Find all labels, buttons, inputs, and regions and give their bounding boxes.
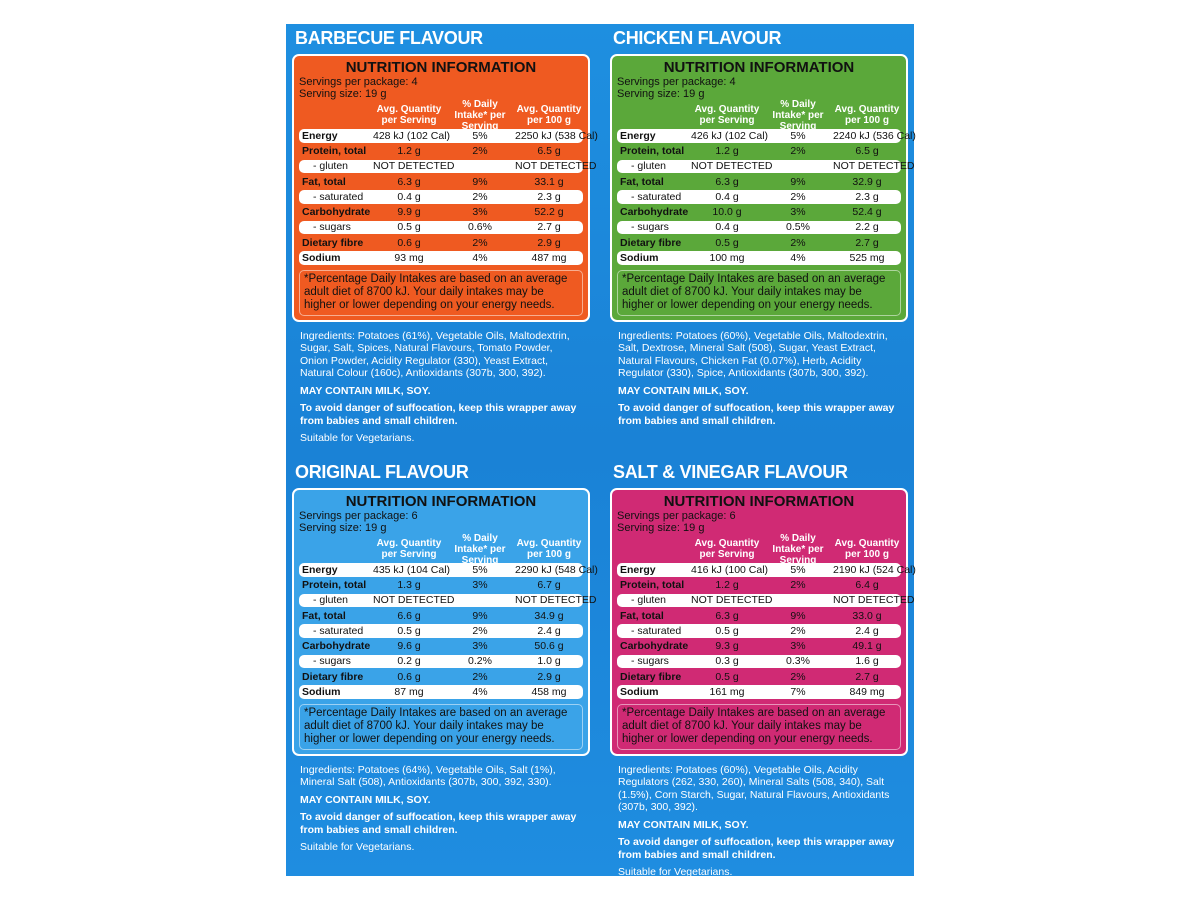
servings-per-package: Servings per package: 6 (617, 510, 736, 522)
value-per-100g: 2.4 g (537, 624, 561, 637)
value-daily-intake: 2% (472, 624, 488, 637)
value-per-100g: NOT DETECTED (515, 594, 597, 607)
nutrition-row (617, 594, 915, 608)
value-per-100g: 2.7 g (537, 221, 561, 234)
value-per-100g: 2.7 g (855, 236, 879, 249)
nutrient-label: - sugars (313, 655, 351, 668)
serving-size: Serving size: 19 g (299, 88, 387, 100)
value-per-100g: 2190 kJ (524 Cal) (833, 563, 916, 576)
value-per-serving: 9.9 g (397, 206, 421, 219)
flavour-section-salt-vinegar (610, 460, 916, 884)
column-headers (299, 532, 583, 566)
value-daily-intake: 2% (472, 670, 488, 683)
nutrient-label: Fat, total (302, 175, 346, 188)
nutrient-label: Energy (620, 563, 656, 576)
nutrition-panel (610, 488, 916, 756)
nutrition-row (299, 609, 583, 623)
value-per-100g: 525 mg (849, 252, 885, 265)
value-per-100g: 6.7 g (537, 579, 561, 592)
nutrient-label: Carbohydrate (302, 206, 371, 219)
nutrition-row (617, 236, 901, 250)
serving-size: Serving size: 19 g (617, 522, 705, 534)
value-daily-intake: 0.2% (468, 655, 492, 668)
value-per-serving: 0.4 g (715, 190, 739, 203)
nutrition-row (299, 175, 583, 189)
col-avg-100g: Avg. Quantity per 100 g (834, 104, 900, 126)
nutrition-row (617, 563, 916, 577)
value-daily-intake: 0.3% (786, 655, 810, 668)
col-avg-100g: Avg. Quantity per 100 g (516, 104, 582, 126)
value-per-100g: 33.1 g (534, 175, 564, 188)
daily-intake-footnote: *Percentage Daily Intakes are based on an average adult diet of 8700 kJ. Your daily intakes may be higher or lower depending on your energy needs. (299, 270, 583, 316)
nutrition-row (299, 563, 598, 577)
value-daily-intake: 2% (790, 624, 806, 637)
nutrient-label: - gluten (631, 594, 667, 607)
flavour-section-chicken (610, 26, 916, 432)
ingredients-text: Ingredients: Potatoes (60%), Vegetable Oils, Maltodextrin, Salt, Dextrose, Mineral Salt (508), Sugar, Yeast Extract, Natural Flavours, Chicken Fat (0.07%), Herb, Acidity Regulator (330), Spice, Antioxidants (307b, 300, 392). (618, 329, 888, 380)
ingredients-block (618, 764, 900, 879)
value-per-100g: NOT DETECTED (833, 594, 915, 607)
suffocation-warning: To avoid danger of suffocation, keep this wrapper away from babies and small children. (618, 402, 895, 427)
ingredients-block (300, 330, 582, 445)
value-per-serving: 9.3 g (715, 640, 739, 653)
nutrition-heading: NUTRITION INFORMATION (345, 493, 537, 510)
vegetarian-note: Suitable for Vegetarians. (300, 432, 415, 445)
value-per-100g: 6.5 g (855, 145, 879, 158)
value-daily-intake: 4% (472, 686, 488, 699)
value-per-serving: 0.5 g (397, 221, 421, 234)
nutrient-label: Sodium (302, 686, 341, 699)
nutrition-row (299, 578, 583, 592)
nutrient-label: - gluten (313, 160, 349, 173)
value-per-100g: 487 mg (531, 252, 567, 265)
value-per-serving: 0.4 g (397, 190, 421, 203)
value-per-serving: 0.3 g (715, 655, 739, 668)
col-daily-intake: % Daily Intake* per Serving (772, 98, 824, 132)
value-per-100g: 2240 kJ (536 Cal) (833, 129, 916, 142)
value-per-serving: 1.3 g (397, 579, 421, 592)
nutrition-row (617, 639, 901, 653)
value-daily-intake: 4% (790, 252, 806, 265)
nutrition-rows (617, 563, 916, 699)
col-daily-intake: % Daily Intake* per Serving (454, 98, 506, 132)
flavour-title: CHICKEN FLAVOUR (613, 28, 782, 48)
value-per-100g: 1.0 g (537, 655, 561, 668)
value-daily-intake: 2% (790, 190, 806, 203)
nutrition-panel (610, 54, 916, 322)
suffocation-warning: To avoid danger of suffocation, keep this wrapper away from babies and small children. (618, 836, 895, 861)
nutrition-row (299, 670, 583, 684)
nutrition-row (617, 221, 901, 235)
nutrient-label: Protein, total (620, 579, 685, 592)
nutrition-row (617, 609, 901, 623)
value-daily-intake: 5% (790, 129, 806, 142)
nutrition-row (299, 655, 583, 669)
nutrient-label: Sodium (620, 252, 659, 265)
nutrition-row (617, 624, 901, 638)
nutrition-row (299, 205, 583, 219)
nutrient-label: Energy (302, 563, 338, 576)
serving-size: Serving size: 19 g (299, 522, 387, 534)
nutrition-row (617, 655, 901, 669)
value-per-serving: NOT DETECTED (691, 160, 773, 173)
value-daily-intake: 2% (790, 670, 806, 683)
value-daily-intake: 7% (790, 686, 806, 699)
value-per-100g: 52.4 g (852, 206, 882, 219)
nutrient-label: - sugars (631, 221, 669, 234)
value-daily-intake: 0.6% (468, 221, 492, 234)
nutrient-label: Protein, total (302, 579, 367, 592)
value-daily-intake: 3% (472, 206, 488, 219)
value-daily-intake: 2% (472, 236, 488, 249)
value-per-serving: 1.2 g (715, 145, 739, 158)
value-per-100g: 6.4 g (855, 579, 879, 592)
value-per-serving: 0.4 g (715, 221, 739, 234)
value-per-100g: 49.1 g (852, 640, 882, 653)
nutrient-label: Energy (302, 129, 338, 142)
value-per-serving: 10.0 g (712, 206, 742, 219)
nutrition-row (617, 129, 916, 143)
col-avg-serving: Avg. Quantity per Serving (694, 104, 760, 126)
vegetarian-note: Suitable for Vegetarians. (300, 841, 415, 854)
value-per-serving: 161 mg (709, 686, 745, 699)
value-per-serving: NOT DETECTED (373, 594, 455, 607)
nutrition-row (299, 685, 583, 699)
value-daily-intake: 5% (472, 563, 488, 576)
nutrient-label: Carbohydrate (620, 206, 689, 219)
nutrition-row (617, 685, 901, 699)
servings-per-package: Servings per package: 4 (299, 76, 418, 88)
nutrient-label: Energy (620, 129, 656, 142)
nutrient-label: - sugars (631, 655, 669, 668)
ingredients-text: Ingredients: Potatoes (61%), Vegetable Oils, Maltodextrin, Sugar, Salt, Spices, Natural Flavours, Tomato Powder, Onion Powder, Acidity Regulator (330), Yeast Extract, Natural Colour (160c), Antioxidants (307b, 300, 392). (300, 329, 570, 380)
value-per-serving: 0.5 g (715, 236, 739, 249)
nutrient-label: Fat, total (302, 609, 346, 622)
nutrient-label: Dietary fibre (302, 670, 364, 683)
value-per-serving: 435 kJ (104 Cal) (373, 563, 451, 576)
nutrient-label: Dietary fibre (620, 670, 682, 683)
value-per-100g: 2.3 g (537, 190, 561, 203)
value-per-100g: NOT DETECTED (515, 160, 597, 173)
value-per-serving: 0.6 g (397, 670, 421, 683)
nutrient-label: Fat, total (620, 609, 664, 622)
daily-intake-footnote: *Percentage Daily Intakes are based on an average adult diet of 8700 kJ. Your daily intakes may be higher or lower depending on your energy needs. (299, 704, 583, 750)
value-daily-intake: 5% (472, 129, 488, 142)
suffocation-warning: To avoid danger of suffocation, keep this wrapper away from babies and small children. (300, 402, 577, 427)
value-daily-intake: 0.5% (786, 221, 810, 234)
ingredients-text: Ingredients: Potatoes (64%), Vegetable Oils, Salt (1%), Mineral Salt (508), Antioxidants (307b, 300, 392, 330). (300, 763, 556, 789)
nutrition-row (299, 160, 597, 174)
allergen-warning: MAY CONTAIN MILK, SOY. (300, 793, 431, 806)
col-daily-intake: % Daily Intake* per Serving (772, 532, 824, 566)
value-per-serving: 6.3 g (715, 175, 739, 188)
value-per-100g: 2.7 g (855, 670, 879, 683)
value-daily-intake: 9% (790, 175, 806, 188)
allergen-warning: MAY CONTAIN MILK, SOY. (618, 384, 749, 397)
nutrition-row (299, 129, 598, 143)
column-headers (299, 98, 583, 132)
nutrition-heading: NUTRITION INFORMATION (663, 59, 855, 76)
column-headers (617, 532, 901, 566)
value-daily-intake: 9% (472, 175, 488, 188)
vegetarian-note: Suitable for Vegetarians. (618, 866, 733, 879)
value-per-100g: 2.3 g (855, 190, 879, 203)
value-daily-intake: 3% (790, 640, 806, 653)
value-per-serving: 1.2 g (715, 579, 739, 592)
flavour-section-barbecue (292, 26, 598, 450)
nutrition-panel (292, 488, 598, 756)
flavour-title: SALT & VINEGAR FLAVOUR (613, 462, 848, 482)
ingredients-text: Ingredients: Potatoes (60%), Vegetable Oils, Acidity Regulators (262, 330, 260), Mineral Salts (508, 340), Salt (1.5%), Corn Starch, Sugar, Natural Flavours, Antioxidants (307b, 300, 392). (618, 763, 890, 814)
nutrient-label: - saturated (631, 624, 682, 637)
ingredients-block (300, 764, 582, 854)
value-per-serving: 6.6 g (397, 609, 421, 622)
nutrition-row (299, 221, 583, 235)
nutrition-row (617, 670, 901, 684)
value-per-100g: 50.6 g (534, 640, 564, 653)
nutrient-label: - saturated (631, 190, 682, 203)
nutrition-row (617, 578, 901, 592)
value-per-serving: 100 mg (709, 252, 745, 265)
nutrition-row (617, 175, 901, 189)
nutrition-row (299, 624, 583, 638)
nutrition-row (299, 251, 583, 265)
value-per-100g: 2250 kJ (538 Cal) (515, 129, 598, 142)
nutrition-rows (299, 129, 598, 265)
value-daily-intake: 5% (790, 563, 806, 576)
value-daily-intake: 3% (790, 206, 806, 219)
nutrient-label: Sodium (620, 686, 659, 699)
servings-per-package: Servings per package: 4 (617, 76, 736, 88)
nutrition-row (617, 160, 915, 174)
col-avg-100g: Avg. Quantity per 100 g (516, 538, 582, 560)
nutrient-label: - saturated (313, 190, 364, 203)
flavour-section-original (292, 460, 598, 859)
nutrient-label: Dietary fibre (302, 236, 364, 249)
nutrient-label: Protein, total (620, 145, 685, 158)
value-per-serving: 428 kJ (102 Cal) (373, 129, 451, 142)
col-avg-serving: Avg. Quantity per Serving (376, 538, 442, 560)
value-per-100g: 34.9 g (534, 609, 564, 622)
value-per-serving: 87 mg (394, 686, 424, 699)
value-per-serving: 0.5 g (397, 624, 421, 637)
value-daily-intake: 2% (790, 145, 806, 158)
packaging-panel (286, 24, 916, 879)
nutrient-label: Protein, total (302, 145, 367, 158)
value-per-serving: 426 kJ (102 Cal) (691, 129, 769, 142)
col-avg-100g: Avg. Quantity per 100 g (834, 538, 900, 560)
serving-size: Serving size: 19 g (617, 88, 705, 100)
nutrition-row (617, 144, 901, 158)
flavour-title: ORIGINAL FLAVOUR (295, 462, 469, 482)
nutrition-heading: NUTRITION INFORMATION (345, 59, 537, 76)
value-daily-intake: 9% (790, 609, 806, 622)
value-per-serving: 6.3 g (715, 609, 739, 622)
nutrient-label: - saturated (313, 624, 364, 637)
value-per-serving: 1.2 g (397, 145, 421, 158)
value-per-100g: 2.2 g (855, 221, 879, 234)
value-per-100g: 2290 kJ (548 Cal) (515, 563, 598, 576)
allergen-warning: MAY CONTAIN MILK, SOY. (618, 818, 749, 831)
nutrition-heading: NUTRITION INFORMATION (663, 493, 855, 510)
value-per-100g: 1.6 g (855, 655, 879, 668)
nutrition-row (299, 594, 597, 608)
nutrition-row (299, 144, 583, 158)
suffocation-warning: To avoid danger of suffocation, keep this wrapper away from babies and small children. (300, 811, 577, 836)
value-per-100g: 32.9 g (852, 175, 882, 188)
nutrient-label: Sodium (302, 252, 341, 265)
value-per-serving: 416 kJ (100 Cal) (691, 563, 769, 576)
nutrient-label: Carbohydrate (302, 640, 371, 653)
allergen-warning: MAY CONTAIN MILK, SOY. (300, 384, 431, 397)
value-daily-intake: 2% (472, 145, 488, 158)
nutrition-rows (299, 563, 598, 699)
col-avg-serving: Avg. Quantity per Serving (694, 538, 760, 560)
nutrient-label: Carbohydrate (620, 640, 689, 653)
column-headers (617, 98, 901, 132)
col-daily-intake: % Daily Intake* per Serving (454, 532, 506, 566)
value-per-100g: 6.5 g (537, 145, 561, 158)
value-per-serving: 0.5 g (715, 624, 739, 637)
nutrition-row (617, 190, 901, 204)
value-daily-intake: 4% (472, 252, 488, 265)
servings-per-package: Servings per package: 6 (299, 510, 418, 522)
nutrition-row (299, 639, 583, 653)
nutrition-row (617, 205, 901, 219)
nutrition-row (617, 251, 901, 265)
nutrient-label: Dietary fibre (620, 236, 682, 249)
value-per-serving: 0.6 g (397, 236, 421, 249)
nutrition-row (299, 236, 583, 250)
value-per-serving: 0.2 g (397, 655, 421, 668)
nutrient-label: - gluten (631, 160, 667, 173)
value-per-serving: 9.6 g (397, 640, 421, 653)
value-per-100g: 52.2 g (534, 206, 564, 219)
value-daily-intake: 3% (472, 640, 488, 653)
nutrient-label: Fat, total (620, 175, 664, 188)
value-per-100g: 849 mg (849, 686, 885, 699)
daily-intake-footnote: *Percentage Daily Intakes are based on an average adult diet of 8700 kJ. Your daily intakes may be higher or lower depending on your energy needs. (617, 270, 901, 316)
value-daily-intake: 2% (790, 236, 806, 249)
nutrition-row (299, 190, 583, 204)
value-per-100g: 458 mg (531, 686, 567, 699)
value-per-100g: 33.0 g (852, 609, 882, 622)
value-daily-intake: 2% (790, 579, 806, 592)
value-per-serving: 6.3 g (397, 175, 421, 188)
daily-intake-footnote: *Percentage Daily Intakes are based on an average adult diet of 8700 kJ. Your daily intakes may be higher or lower depending on your energy needs. (617, 704, 901, 750)
value-daily-intake: 2% (472, 190, 488, 203)
nutrient-label: - sugars (313, 221, 351, 234)
value-per-100g: 2.4 g (855, 624, 879, 637)
col-avg-serving: Avg. Quantity per Serving (376, 104, 442, 126)
value-per-serving: 93 mg (394, 252, 424, 265)
value-per-100g: 2.9 g (537, 670, 561, 683)
value-daily-intake: 3% (472, 579, 488, 592)
value-per-serving: NOT DETECTED (373, 160, 455, 173)
value-per-100g: 2.9 g (537, 236, 561, 249)
nutrient-label: - gluten (313, 594, 349, 607)
value-per-serving: 0.5 g (715, 670, 739, 683)
value-per-100g: NOT DETECTED (833, 160, 915, 173)
value-per-serving: NOT DETECTED (691, 594, 773, 607)
nutrition-rows (617, 129, 916, 265)
ingredients-block (618, 330, 900, 428)
flavour-title: BARBECUE FLAVOUR (295, 28, 483, 48)
value-daily-intake: 9% (472, 609, 488, 622)
nutrition-panel (292, 54, 598, 322)
